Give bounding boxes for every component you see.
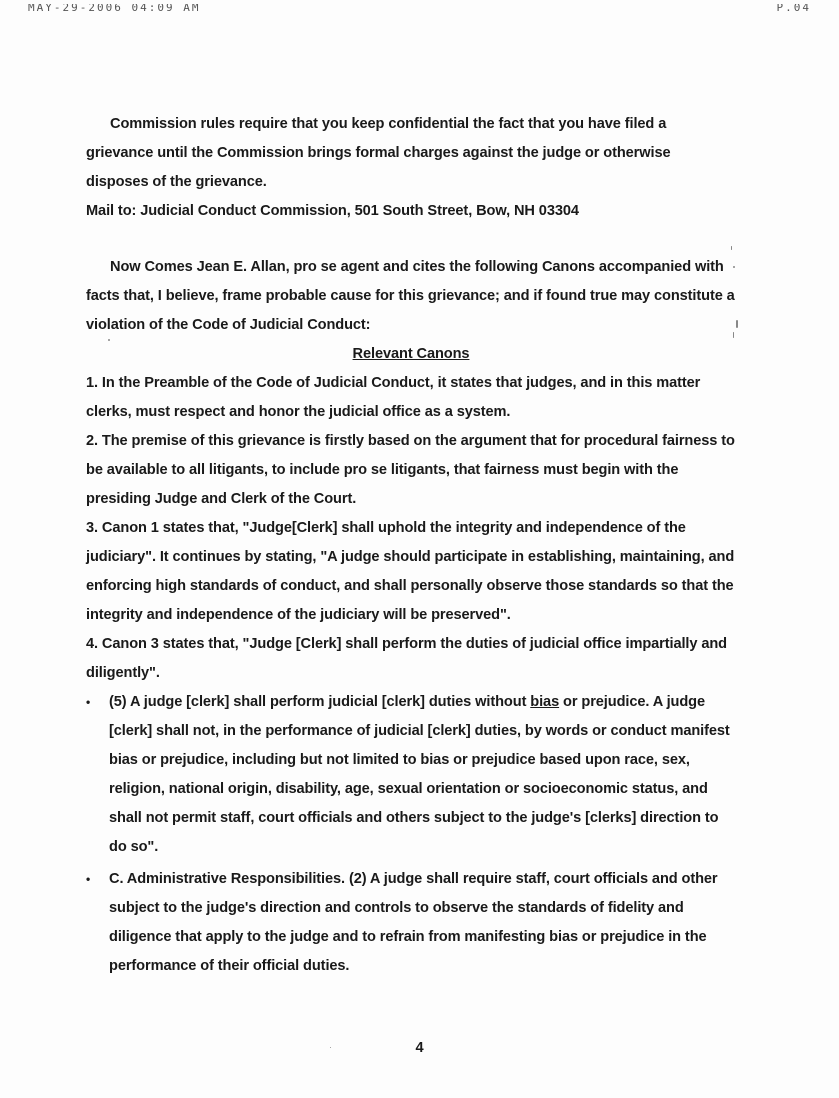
bullet-icon: • — [86, 695, 91, 709]
bullet-item-administrative — [86, 865, 736, 981]
fax-page-indicator: P.04 — [776, 4, 811, 14]
canon-item-1: 1. In the Preamble of the Code of Judicial Conduct, it states that judges, and in this matter clerks, must respect and honor the judicial office as a system. — [86, 375, 701, 420]
canon-item-4: 4. Canon 3 states that, "Judge [Clerk] shall perform the duties of judicial office impartially and diligently". — [86, 636, 727, 681]
bullet-text: C. Administrative Responsibilities. (2) A judge shall require staff, court officials and other subject to the judge's direction and controls to observe the standards of fidelity and diligence that apply to the judge and to refrain from manifesting bias or prejudice in the performance of their official duties. — [109, 871, 718, 974]
fax-header — [28, 4, 811, 18]
fax-timestamp: MAY-29-2006 04:09 AM — [28, 4, 201, 14]
scan-speck — [733, 266, 735, 268]
scan-speck — [736, 320, 738, 328]
bullet-icon: • — [86, 872, 91, 886]
document-body — [86, 110, 736, 984]
canon-item-3: 3. Canon 1 states that, "Judge[Clerk] shall uphold the integrity and independence of the judiciary". It continues by stating, "A judge should participate in establishing, maintaining, and enforcing high standards of conduct, and shall personally observe those standards so that the integrity and independence of the judiciary will be preserved". — [86, 520, 735, 623]
scan-speck — [731, 246, 732, 250]
section-heading: Relevant Canons — [352, 346, 470, 362]
scan-speck — [108, 339, 110, 341]
bullet-text-start: (5) A judge [clerk] shall perform judicial [clerk] duties without — [109, 694, 531, 710]
paragraph-gap — [86, 226, 736, 253]
mailing-address: Mail to: Judicial Conduct Commission, 501 South Street, Bow, NH 03304 — [86, 203, 579, 219]
scan-speck — [733, 332, 734, 338]
bullet-item-bias — [86, 688, 736, 862]
bullet-list — [86, 688, 736, 981]
scan-speck — [330, 1047, 331, 1048]
canon-item-2: 2. The premise of this grievance is firstly based on the argument that for procedural fairness to be available to all litigants, to include pro se litigants, that fairness must begin with the presiding Judge and Clerk of the Court. — [86, 433, 735, 507]
bullet-text-end: or prejudice. A judge [clerk] shall not, in the performance of judicial [clerk] duties, by words or conduct manifest bias or prejudice, including but not limited to bias or prejudice based upon race, sex, religion, national origin, disability, age, sexual orientation or socioeconomic status, and shall not permit staff, court officials and others subject to the judge's [clerks] direction to do so". — [109, 694, 730, 855]
introduction-paragraph: Now Comes Jean E. Allan, pro se agent and cites the following Canons accompanied with facts that, I believe, frame probable cause for this grievance; and if found true may constitute a violation of the Code of Judicial Conduct: — [86, 259, 735, 333]
page-number: 4 — [415, 1040, 424, 1056]
underlined-word: bias — [530, 694, 560, 710]
confidentiality-paragraph: Commission rules require that you keep confidential the fact that you have filed a grievance until the Commission brings formal charges against the judge or otherwise disposes of the grievance. — [86, 116, 671, 190]
